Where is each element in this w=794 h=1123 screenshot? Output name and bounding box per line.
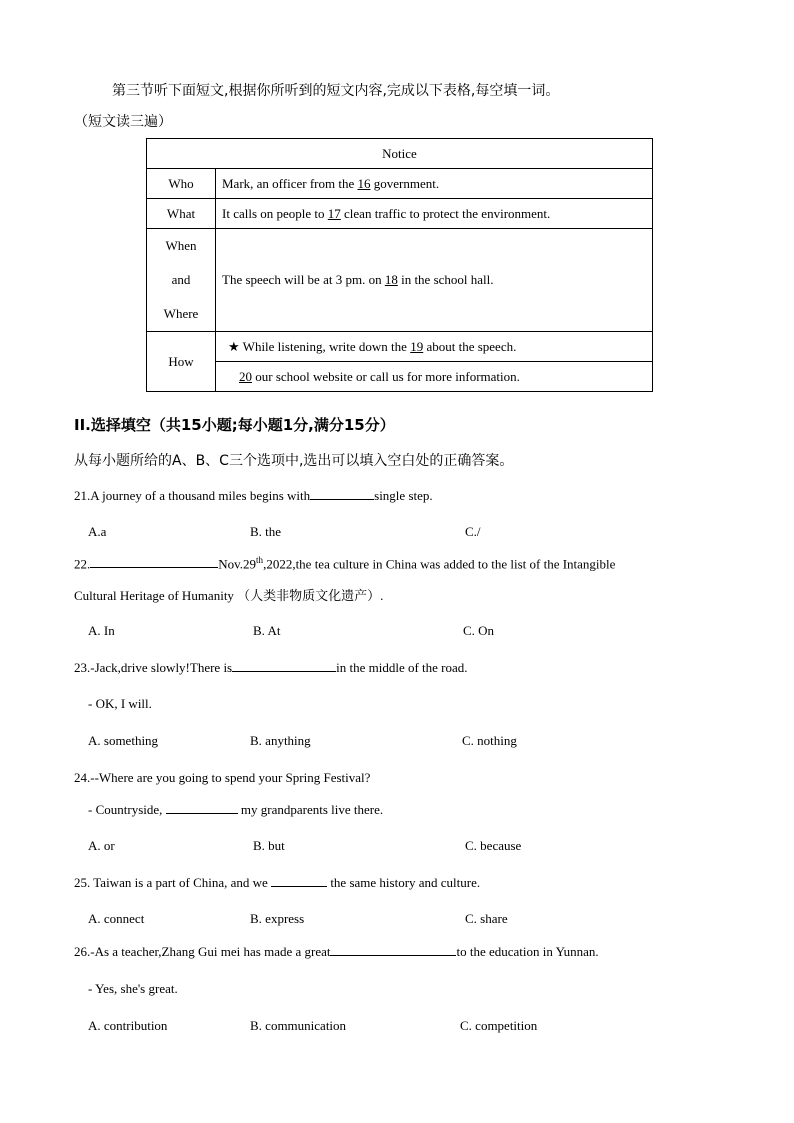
- section3-note: （短文读三遍）: [74, 114, 172, 130]
- q26-option-c[interactable]: C. competition: [460, 1018, 538, 1033]
- q22-sup: th: [256, 555, 264, 565]
- q22-line2: Cultural Heritage of Humanity （人类非物质文化遗产）.: [74, 588, 384, 603]
- q26-text-pre: 26.-As a teacher,Zhang Gui mei has made a great: [74, 944, 331, 959]
- q22-line1-rest: ,2022,the tea culture in China was added to the list of the Intangible: [263, 556, 616, 572]
- q25-blank[interactable]: [271, 874, 327, 887]
- how-pre: While listening, write down the: [239, 338, 411, 354]
- q21-text-pre: 21.A journey of a thousand miles begins with: [74, 488, 311, 503]
- q23-option-a[interactable]: A. something: [88, 733, 159, 748]
- question-24: 24.--Where are you going to spend your Spring Festival?: [74, 770, 371, 785]
- notice-table: [146, 138, 653, 392]
- q24-option-c[interactable]: C. because: [465, 838, 522, 853]
- q22-option-b[interactable]: B. At: [253, 623, 281, 638]
- label-and: and: [171, 272, 191, 287]
- q25-option-b[interactable]: B. express: [250, 911, 305, 926]
- q25-text-pre: 25. Taiwan is a part of China, and we: [74, 875, 272, 890]
- q22-date: Nov.29: [218, 556, 257, 572]
- q25-option-c[interactable]: C. share: [465, 911, 508, 926]
- label-what: What: [147, 199, 216, 229]
- label-when: When: [165, 238, 197, 253]
- q22-blank[interactable]: [90, 555, 218, 568]
- q21-option-b[interactable]: B. the: [250, 524, 282, 539]
- when-pre: The speech will be at 3 pm. on: [222, 272, 385, 287]
- q24-option-a[interactable]: A. or: [88, 838, 115, 853]
- q26-option-b[interactable]: B. communication: [250, 1018, 347, 1033]
- notice-row-when-where: [147, 229, 653, 332]
- blank-18[interactable]: 18: [384, 272, 398, 287]
- star-icon: ★: [228, 338, 240, 354]
- q21-text-post: single step.: [374, 488, 433, 503]
- blank-19[interactable]: 19: [410, 338, 424, 354]
- who-pre: Mark, an officer from the: [222, 175, 358, 191]
- blank-16[interactable]: 16: [357, 175, 371, 191]
- label-where: Where: [163, 306, 199, 321]
- question-25: [74, 874, 480, 891]
- q22-option-a[interactable]: A. In: [88, 623, 115, 638]
- q26-blank[interactable]: [330, 943, 456, 956]
- notice-title: Notice: [147, 139, 653, 169]
- what-post: clean traffic to protect the environment.: [340, 205, 551, 221]
- content-what: [216, 199, 653, 229]
- content-when-where: [216, 229, 653, 332]
- question-23: [74, 659, 468, 676]
- q23-option-c[interactable]: C. nothing: [462, 733, 517, 748]
- q23-option-b[interactable]: B. anything: [250, 733, 311, 748]
- q23-blank[interactable]: [232, 659, 336, 672]
- q22-num: 22.: [74, 556, 91, 572]
- label-who: Who: [147, 169, 216, 199]
- q24-option-b[interactable]: B. but: [253, 838, 285, 853]
- content-how-1: [216, 332, 653, 362]
- q23-text-pre: 23.-Jack,drive slowly!There is: [74, 660, 233, 675]
- q24-blank[interactable]: [166, 801, 238, 814]
- notice-row-how-2: [147, 362, 653, 392]
- q22-option-c[interactable]: C. On: [463, 623, 495, 638]
- q26-option-a[interactable]: A. contribution: [88, 1018, 168, 1033]
- q21-option-c[interactable]: C./: [465, 524, 481, 539]
- q21-option-a[interactable]: A.a: [88, 524, 107, 539]
- blank-20[interactable]: 20: [239, 368, 252, 384]
- content-who: [216, 169, 653, 199]
- q21-blank[interactable]: [310, 487, 374, 500]
- q26-text-post: to the education in Yunnan.: [456, 944, 599, 959]
- blank-17[interactable]: 17: [327, 205, 341, 221]
- q25-option-a[interactable]: A. connect: [88, 911, 145, 926]
- question-22: [74, 555, 615, 572]
- q25-text-post: the same history and culture.: [327, 875, 481, 890]
- content-how-2: [216, 362, 653, 392]
- section2-heading: II.选择填空（共15小题;每小题1分,满分15分）: [74, 416, 395, 434]
- q26-reply: - Yes, she's great.: [88, 981, 178, 996]
- notice-row-who: [147, 169, 653, 199]
- q23-text-post: in the middle of the road.: [336, 660, 468, 675]
- what-pre: It calls on people to: [222, 205, 328, 221]
- how-post: about the speech.: [423, 338, 517, 354]
- q24-reply-post: my grandparents live there.: [237, 802, 384, 817]
- q23-reply: - OK, I will.: [88, 696, 152, 711]
- who-post: government.: [370, 175, 440, 191]
- section3-instruction: 第三节听下面短文,根据你所听到的短文内容,完成以下表格,每空填一词。: [112, 83, 560, 99]
- section2-instruction: 从每小题所给的A、B、C三个选项中,选出可以填入空白处的正确答案。: [74, 453, 514, 469]
- q24-reply-pre: - Countryside,: [88, 802, 166, 817]
- question-21: [74, 487, 433, 504]
- notice-row-how-1: [147, 332, 653, 362]
- notice-row-what: [147, 199, 653, 229]
- label-how: How: [147, 332, 216, 392]
- label-when-where: [147, 229, 216, 332]
- question-26: [74, 943, 599, 960]
- q24-reply: [88, 801, 383, 818]
- when-post: in the school hall.: [397, 272, 494, 287]
- how-post-2: our school website or call us for more information.: [252, 368, 520, 384]
